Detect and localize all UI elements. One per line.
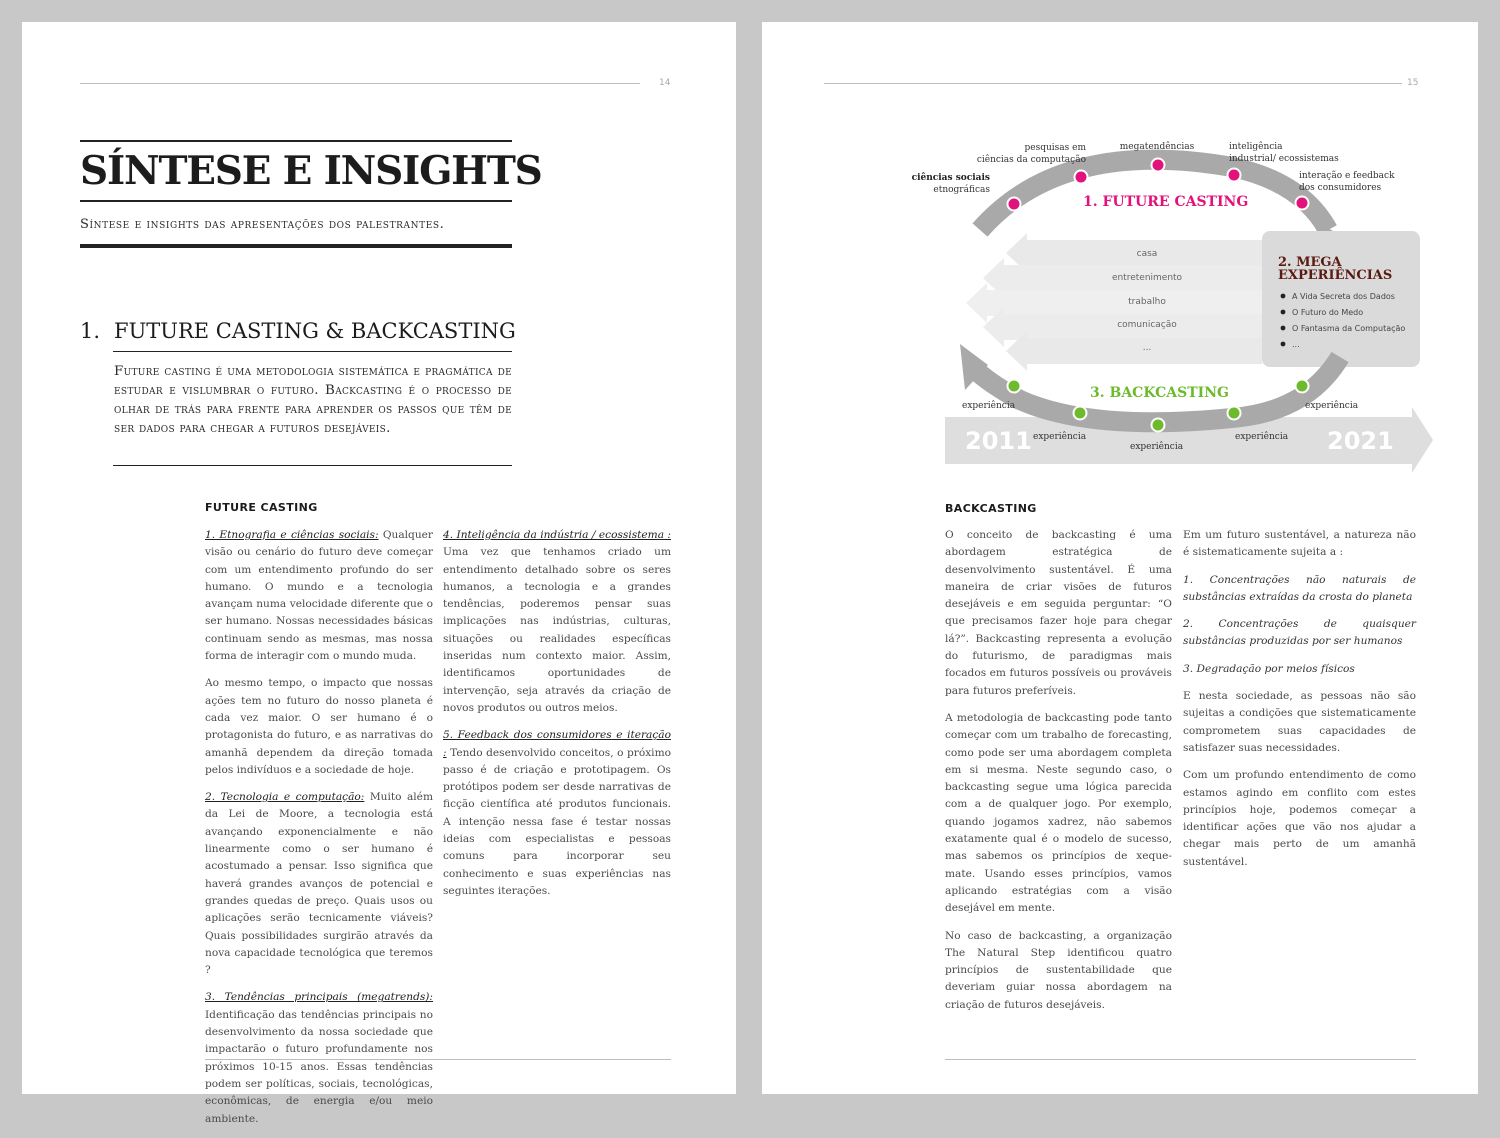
label-ethnographic: etnográficas bbox=[933, 185, 990, 195]
category-label: ... bbox=[1142, 343, 1152, 353]
category-label: trabalho bbox=[1128, 297, 1166, 307]
title-rule-mid bbox=[80, 200, 512, 202]
paragraph-lead: 2. Tecnologia e computação: bbox=[205, 791, 365, 804]
future-casting-label: 1. FUTURE CASTING bbox=[1083, 194, 1249, 210]
paragraph: Com um profundo entendimento de como estamos agindo em conflito com estes princípios hoje, podemos começar a identificar ações que vão nos ajudar a chegar mais perto de um amanhã sustentável. bbox=[1183, 769, 1416, 868]
mega-experiences-label-line2: EXPERIÊNCIAS bbox=[1278, 268, 1393, 283]
page-subtitle: Síntese e insights das apresentações dos palestrantes. bbox=[80, 217, 445, 232]
future-casting-dot bbox=[1296, 197, 1309, 210]
label-interaction: interação e feedback bbox=[1299, 171, 1395, 181]
intro-rule bbox=[113, 465, 512, 466]
footer-rule bbox=[205, 1059, 671, 1060]
category-label: entretenimento bbox=[1111, 273, 1183, 283]
future-casting-column-1 bbox=[205, 527, 433, 1138]
backcasting-dot bbox=[1074, 407, 1087, 420]
backcasting-dot bbox=[1296, 380, 1309, 393]
page-number: 14 bbox=[659, 78, 671, 88]
year-start: 2011 bbox=[965, 427, 1032, 455]
paragraph: O conceito de backcasting é uma abordagem estratégica de desenvolvimento sustentável. É uma maneira de criar visões de futuros desejáveis e em seguida perguntar: “O que precisamos fazer hoje para chegar lá?”. Backcasting representa a evolução do futurismo, de paradigmas mais focados em futuros possíveis ou prováveis para futuros preferíveis. bbox=[945, 529, 1172, 697]
paragraph: No caso de backcasting, a organização The Natural Step identificou quatro princípios de sustentabilidade que deveriam guiar nossa abordagem na criação de futuros desejáveis. bbox=[945, 929, 1172, 1011]
experience-label: experiência bbox=[1130, 442, 1184, 452]
title-rule-bottom bbox=[80, 244, 512, 248]
future-casting-dot bbox=[1008, 198, 1021, 211]
section-rule bbox=[113, 351, 512, 352]
bullet-icon bbox=[1281, 294, 1286, 299]
future-casting-column-2 bbox=[443, 527, 671, 910]
backcasting-dot bbox=[1152, 419, 1165, 432]
experience-label: experiência bbox=[962, 401, 1016, 411]
mega-item: O Futuro do Medo bbox=[1292, 308, 1364, 317]
backcasting-heading: BACKCASTING bbox=[945, 502, 1037, 515]
mega-item: O Fantasma da Computação bbox=[1292, 324, 1406, 333]
principle-item: 1. Concentrações não naturais de substâncias extraídas da crosta do planeta bbox=[1183, 573, 1416, 603]
left-page bbox=[22, 22, 736, 1125]
label-intelligence: inteligência bbox=[1229, 142, 1283, 152]
future-casting-diagram bbox=[762, 22, 1478, 492]
paragraph-lead: 4. Inteligência da indústria / ecossistema : bbox=[443, 529, 671, 541]
experience-label: experiência bbox=[1033, 432, 1087, 442]
page-number: 15 bbox=[1407, 78, 1419, 88]
mega-experiences-label-line1: 2. MEGA bbox=[1278, 255, 1342, 270]
paragraph-text: Tendo desenvolvido conceitos, o próximo passo é de criação e prototipagem. Os protótipos podem ser desde narrativas de ficção científica até produtos funcionais. A intenção nessa fase é testar nossas ideias com especialistas e pessoas comuns para incorporar seu conhecimento e suas experiências nas seguintes iterações. bbox=[443, 746, 671, 897]
category-label: casa bbox=[1136, 249, 1158, 259]
year-end: 2021 bbox=[1327, 427, 1394, 455]
bullet-icon bbox=[1281, 326, 1286, 331]
paragraph-text: Uma vez que tenhamos criado um entendimento detalhado sobre os seres humanos, a tecnologia e a grandes tendências, poderemos pensar suas implicações nas indústrias, culturas, situações ou realidades específicas inseridas num contexto maior. Assim, identificamos oportunidades de intervenção, seja através da criação de novos produtos ou outros meios. bbox=[443, 546, 671, 714]
paragraph: Ao mesmo tempo, o impacto que nossas ações tem no futuro do nosso planeta é cada vez maior. O ser humano é o protagonista do futuro, e as narrativas do amanhã dependem da direção tomada pelos indivíduos e a sociedade de hoje. bbox=[205, 677, 433, 776]
bullet-icon bbox=[1281, 342, 1286, 347]
bullet-icon bbox=[1281, 310, 1286, 315]
section-heading bbox=[80, 319, 520, 343]
principle-item: 2. Concentrações de quaisquer substâncias produzidas por ser humanos bbox=[1183, 618, 1416, 648]
paragraph-text: Muito além da Lei de Moore, a tecnologia está avançando exponencialmente e não linearmente como o ser humano é acostumado a pensar. Isso significa que haverá grandes avanços de potencial e grandes quedas de preço. Quais usos ou aplicações serão tecnicamente viáveis? Quais possibilidades surgirão através da nova capacidade tecnológica que teremos ? bbox=[205, 791, 433, 977]
paragraph-text: Qualquer visão ou cenário do futuro deve começar com um entendimento profundo do ser humano. O mundo e a tecnologia avançam numa velocidade diferente que o ser humano. Nossas necessidades básicas continuam sendo as mesmas, mas nossa forma de interagir com o mundo muda. bbox=[205, 529, 433, 663]
backcasting-column-2 bbox=[1183, 527, 1416, 881]
backcasting-dot bbox=[1228, 407, 1241, 420]
header-rule bbox=[80, 83, 640, 84]
label-social-sciences: ciências sociais bbox=[911, 173, 990, 183]
paragraph-lead: 1. Etnografia e ciências sociais: bbox=[205, 529, 379, 541]
footer-rule bbox=[945, 1059, 1416, 1060]
category-label: comunicação bbox=[1117, 320, 1177, 330]
paragraph bbox=[205, 789, 433, 979]
paragraph-lead: 5. Feedback dos consumidores e iteração : bbox=[443, 729, 671, 759]
section-title: FUTURE CASTING & BACKCASTING bbox=[114, 319, 516, 343]
title-rule-top bbox=[80, 140, 512, 142]
label-consumers: dos consumidores bbox=[1299, 183, 1382, 193]
right-page bbox=[762, 22, 1478, 1094]
label-computer-science: ciências da computação bbox=[976, 155, 1086, 165]
backcasting-label: 3. BACKCASTING bbox=[1090, 385, 1229, 401]
backcasting-column-1 bbox=[945, 527, 1172, 1024]
future-casting-heading: FUTURE CASTING bbox=[205, 501, 318, 514]
paragraph: A metodologia de backcasting pode tanto começar com um trabalho de forecasting, como pode ser uma abordagem completa em si mesma. Neste segundo caso, o backcasting segue uma lógica parecida com a de qualquer jogo. Por exemplo, quando jogamos xadrez, não sabemos exatamente qual é o modelo de sucesso, mas sabemos os princípios de xeque-mate. Usando esses princípios, vamos aplicando estratégias com a visão desejável em mente. bbox=[945, 711, 1172, 915]
experience-label: experiência bbox=[1235, 432, 1289, 442]
experience-label: experiência bbox=[1305, 401, 1359, 411]
paragraph-lead: 3. Tendências principais (megatrends): bbox=[205, 991, 433, 1004]
section-intro: Future casting é uma metodologia sistemática e pragmática de estudar e vislumbrar o futuro. Backcasting é o processo de olhar de trás para frente para aprender os passos que têm de ser dados para chegar a futuros desejáveis. bbox=[114, 364, 512, 436]
paragraph: Em um futuro sustentável, a natureza não é sistematicamente sujeita a : bbox=[1183, 529, 1416, 559]
paragraph bbox=[205, 527, 433, 665]
page-title: SÍNTESE E INSIGHTS bbox=[80, 148, 542, 194]
paragraph bbox=[443, 527, 671, 717]
label-research: pesquisas em bbox=[1024, 143, 1086, 153]
backcasting-dot bbox=[1008, 380, 1021, 393]
label-industrial-ecosystems: industrial/ ecossistemas bbox=[1229, 154, 1339, 164]
paragraph: E nesta sociedade, as pessoas não são sujeitas a condições que sistematicamente comprometem suas capacidades de satisfazer suas necessidades. bbox=[1183, 690, 1416, 754]
label-megatrends: megatendências bbox=[1119, 142, 1195, 152]
future-casting-dot bbox=[1152, 159, 1165, 172]
mega-item: A Vida Secreta dos Dados bbox=[1292, 292, 1395, 301]
future-casting-dot bbox=[1075, 171, 1088, 184]
future-casting-dot bbox=[1228, 169, 1241, 182]
mega-item: ... bbox=[1292, 340, 1300, 349]
principle-item: 3. Degradação por meios físicos bbox=[1183, 662, 1355, 675]
section-number: 1. bbox=[80, 319, 101, 343]
paragraph-text: Identificação das tendências principais no desenvolvimento da nossa sociedade que impactarão o futuro profundamente nos próximos 10-15 anos. Essas tendências podem ser políticas, sociais, tecnológicas, econômicas, de energia e/ou meio ambiente. bbox=[205, 1008, 433, 1125]
paragraph bbox=[443, 727, 671, 900]
